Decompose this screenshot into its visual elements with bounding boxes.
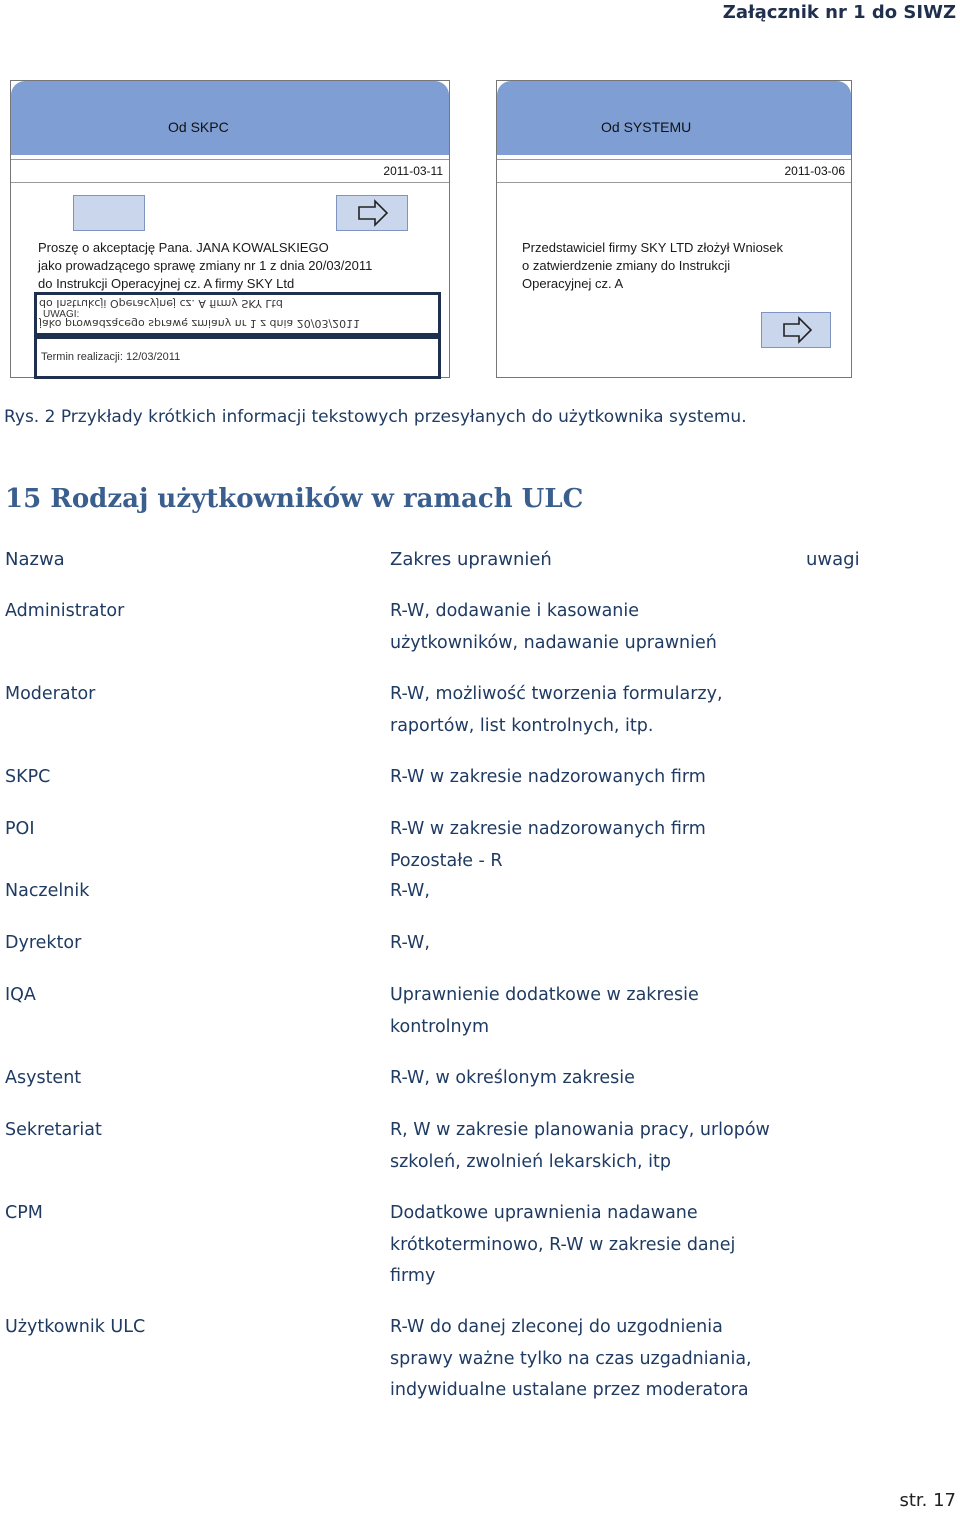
user-type-name: Sekretariat <box>5 1120 102 1140</box>
user-type-scope <box>390 876 430 908</box>
scope-line: sprawy ważne tylko na czas uzgadniania, <box>390 1348 752 1369</box>
card-header-bar <box>497 81 851 155</box>
scope-line: Uprawnienie dodatkowe w zakresie <box>390 985 699 1005</box>
scope-line: Dodatkowe uprawnienia nadawane <box>390 1203 698 1223</box>
divider <box>497 159 851 160</box>
page-number: str. 17 <box>899 1490 956 1511</box>
forward-button[interactable] <box>761 312 831 348</box>
back-button[interactable] <box>73 195 145 231</box>
column-header-uwagi: uwagi <box>806 549 860 570</box>
arrow-right-icon <box>762 313 830 347</box>
user-type-scope <box>390 1063 635 1095</box>
figure-caption: Rys. 2 Przykłady krótkich informacji tekstowych przesyłanych do użytkownika systemu. <box>4 407 747 427</box>
column-header-nazwa: Nazwa <box>5 549 65 570</box>
card-title: Od SYSTEMU <box>601 119 692 135</box>
scope-line: R-W, w określonym zakresie <box>390 1068 635 1088</box>
scope-line: kontrolnym <box>390 1016 490 1037</box>
user-type-scope <box>390 1115 770 1178</box>
arrow-right-icon <box>337 196 407 230</box>
scope-line: R-W w zakresie nadzorowanych firm <box>390 767 706 787</box>
scope-line: R-W do danej zleconej do uzgodnienia <box>390 1317 723 1337</box>
card-date: 2011-03-06 <box>784 164 845 178</box>
user-type-name: IQA <box>5 985 36 1005</box>
scope-line: R-W, <box>390 933 430 953</box>
card-date: 2011-03-11 <box>383 164 443 178</box>
user-type-name: SKPC <box>5 767 51 787</box>
divider <box>497 182 851 183</box>
user-type-scope <box>390 679 723 742</box>
message-text <box>38 239 438 293</box>
user-type-scope <box>390 762 706 794</box>
user-type-name: Dyrektor <box>5 933 82 953</box>
user-type-scope <box>390 928 430 960</box>
user-type-scope <box>390 980 699 1043</box>
user-type-name: Użytkownik ULC <box>5 1317 146 1337</box>
user-type-name: POI <box>5 819 35 839</box>
scope-line: szkoleń, zwolnień lekarskich, itp <box>390 1151 671 1172</box>
user-type-scope <box>390 596 717 659</box>
scope-line: krótkoterminowo, R-W w zakresie danej <box>390 1234 736 1255</box>
divider <box>11 159 449 160</box>
card-title: Od SKPC <box>168 119 229 135</box>
user-type-scope <box>390 1198 735 1293</box>
message-line: Operacyjnej cz. A <box>522 276 624 291</box>
termin-label: Termin realizacji: 12/03/2011 <box>41 351 181 363</box>
mirrored-text-line: jako prowadzącego sprawę zmiany nr 1 z dnia 20/03/2011 <box>39 317 361 330</box>
message-text <box>522 239 842 293</box>
uwagi-label: UWAGI: <box>43 309 80 320</box>
mirrored-text-line: do Instrukcji Operacyjnej cz. A firmy SKY Ltd <box>39 297 283 310</box>
scope-line: R-W, dodawanie i kasowanie <box>390 601 640 621</box>
message-line: Przedstawiciel firmy SKY LTD złożył Wniosek <box>522 240 784 255</box>
forward-button[interactable] <box>336 195 408 231</box>
section-heading: 15 Rodzaj użytkowników w ramach ULC <box>5 484 584 514</box>
scope-line: R-W, <box>390 881 430 901</box>
uwagi-box[interactable] <box>34 292 441 336</box>
user-type-name: Naczelnik <box>5 881 90 901</box>
scope-line: R-W, możliwość tworzenia formularzy, <box>390 684 723 704</box>
card-header-bar <box>11 81 449 155</box>
termin-box[interactable] <box>34 336 441 379</box>
message-card-from-system <box>496 80 852 378</box>
scope-line: R, W w zakresie planowania pracy, urlopów <box>390 1120 770 1140</box>
document-header-title: Załącznik nr 1 do SIWZ <box>722 2 956 23</box>
user-type-name: Administrator <box>5 601 125 621</box>
scope-line: firmy <box>390 1266 436 1286</box>
user-type-scope <box>390 1312 752 1407</box>
message-line: o zatwierdzenie zmiany do Instrukcji <box>522 258 731 273</box>
user-type-scope <box>390 814 706 877</box>
scope-line: indywidualne ustalane przez moderatora <box>390 1380 749 1400</box>
divider <box>11 182 449 183</box>
message-line: do Instrukcji Operacyjnej cz. A firmy SKY Ltd <box>38 276 295 291</box>
user-type-name: Asystent <box>5 1068 82 1088</box>
user-type-name: Moderator <box>5 684 96 704</box>
column-header-zakres: Zakres uprawnień <box>390 549 552 570</box>
scope-line: użytkowników, nadawanie uprawnień <box>390 632 717 653</box>
scope-line: Pozostałe - R <box>390 850 503 871</box>
message-line: jako prowadzącego sprawę zmiany nr 1 z dnia 20/03/2011 <box>38 258 373 273</box>
scope-line: raportów, list kontrolnych, itp. <box>390 715 654 736</box>
user-type-name: CPM <box>5 1203 43 1223</box>
scope-line: R-W w zakresie nadzorowanych firm <box>390 819 706 839</box>
message-line: Proszę o akceptację Pana. JANA KOWALSKIEGO <box>38 240 329 255</box>
